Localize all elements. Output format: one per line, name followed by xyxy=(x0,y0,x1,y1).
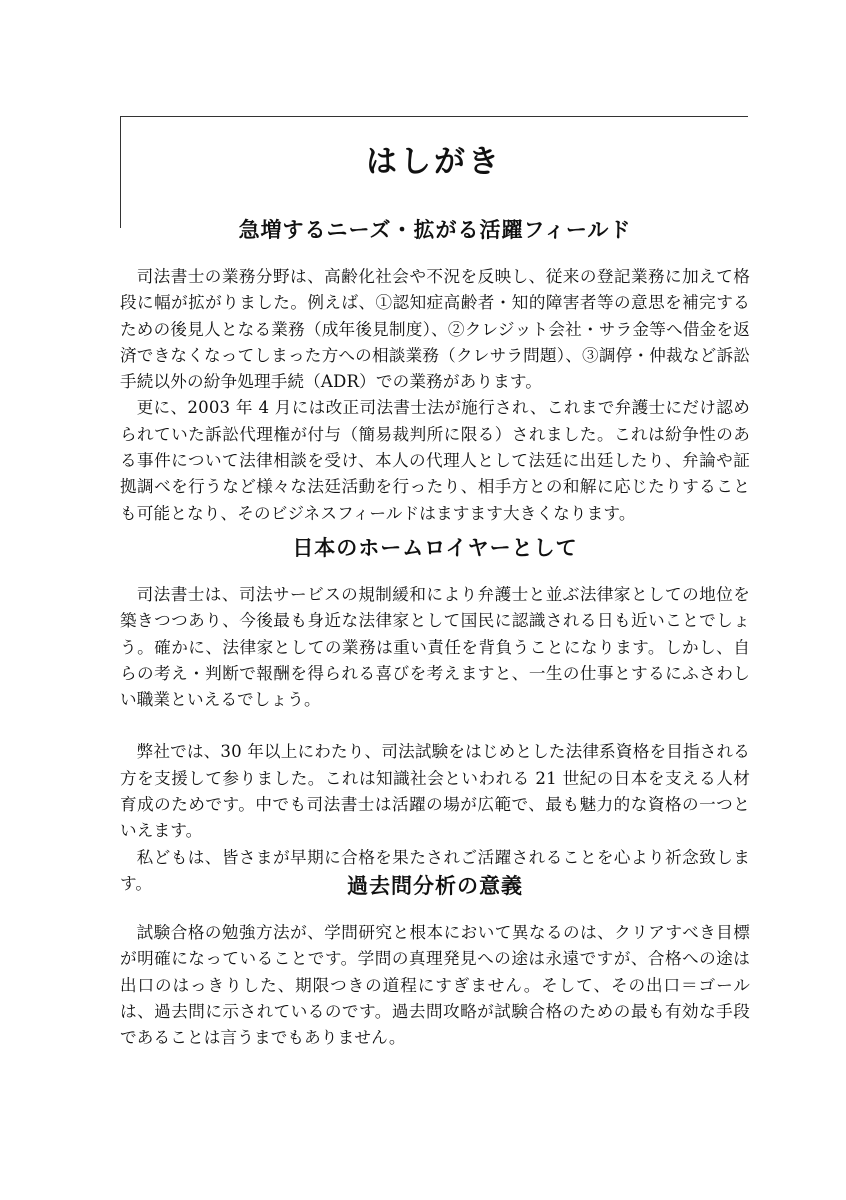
title-frame-top-rule xyxy=(120,116,748,117)
section-heading: 過去問分析の意義 xyxy=(347,874,523,898)
section-heading: 日本のホームロイヤーとして xyxy=(292,536,578,560)
section-needs xyxy=(120,214,750,527)
paragraph: 司法書士は、司法サービスの規制緩和により弁護士と並ぶ法律家としての地位を築きつつあり、今後最も身近な法律家として国民に認識される日も近いことでしょう。確かに、法律家としての業務は重い責任を背負うことになります。しかし、自らの考え・判断で報酬を得られる喜びを考えますと、一生の仕事とするにふさわしい職業といえるでしょう。 xyxy=(120,585,750,710)
section-home-lawyer xyxy=(120,532,750,897)
paragraph: 更に、2003 年 4 月には改正司法書士法が施行され、これまで弁護士にだけ認められていた訴訟代理権が付与（簡易裁判所に限る）されました。これは紛争性のある事件について法律相談を受け、本人の代理人として法廷に出廷したり、弁論や証拠調べを行うなど様々な法廷活動を行ったり、相手方との和解に応じたりすることも可能となり、そのビジネスフィールドはますます大きくなります。 xyxy=(120,398,750,523)
paragraph: 試験合格の勉強方法が、学問研究と根本において異なるのは、クリアすべき目標が明確になっていることです。学問の真理発見への途は永遠ですが、合格への途は出口のはっきりした、期限つきの道程にすぎません。そして、その出口＝ゴールは、過去問に示されているのです。過去問攻略が試験合格のための最も有効な手段であることは言うまでもありません。 xyxy=(120,923,750,1048)
page-title: はしがき xyxy=(366,144,502,180)
paragraph: 私どもは、皆さまが早期に合格を果たされご活躍されることを心より祈念致します。 xyxy=(120,847,750,893)
paragraph: 司法書士の業務分野は、高齢化社会や不況を反映し、従来の登記業務に加えて格段に幅が拡がりました。例えば、①認知症高齢者・知的障害者等の意思を補完するための後見人となる業務（成年後見制度）、②クレジット会社・サラ金等へ借金を返済できなくなってしまった方への相談業務（クレサラ問題）、③調停・仲裁など訴訟手続以外の紛争処理手続（ADR）での業務があります。 xyxy=(120,267,750,392)
section-past-exams xyxy=(120,870,750,1051)
paragraph: 弊社では、30 年以上にわたり、司法試験をはじめとした法律系資格を目指される方を支援して参りました。これは知識社会といわれる 21 世紀の日本を支える人材育成のためです。中でも司法書士は活躍の場が広範で、最も魅力的な資格の一つといえます。 xyxy=(120,742,750,841)
section-heading: 急増するニーズ・拡がる活躍フィールド xyxy=(238,218,632,242)
